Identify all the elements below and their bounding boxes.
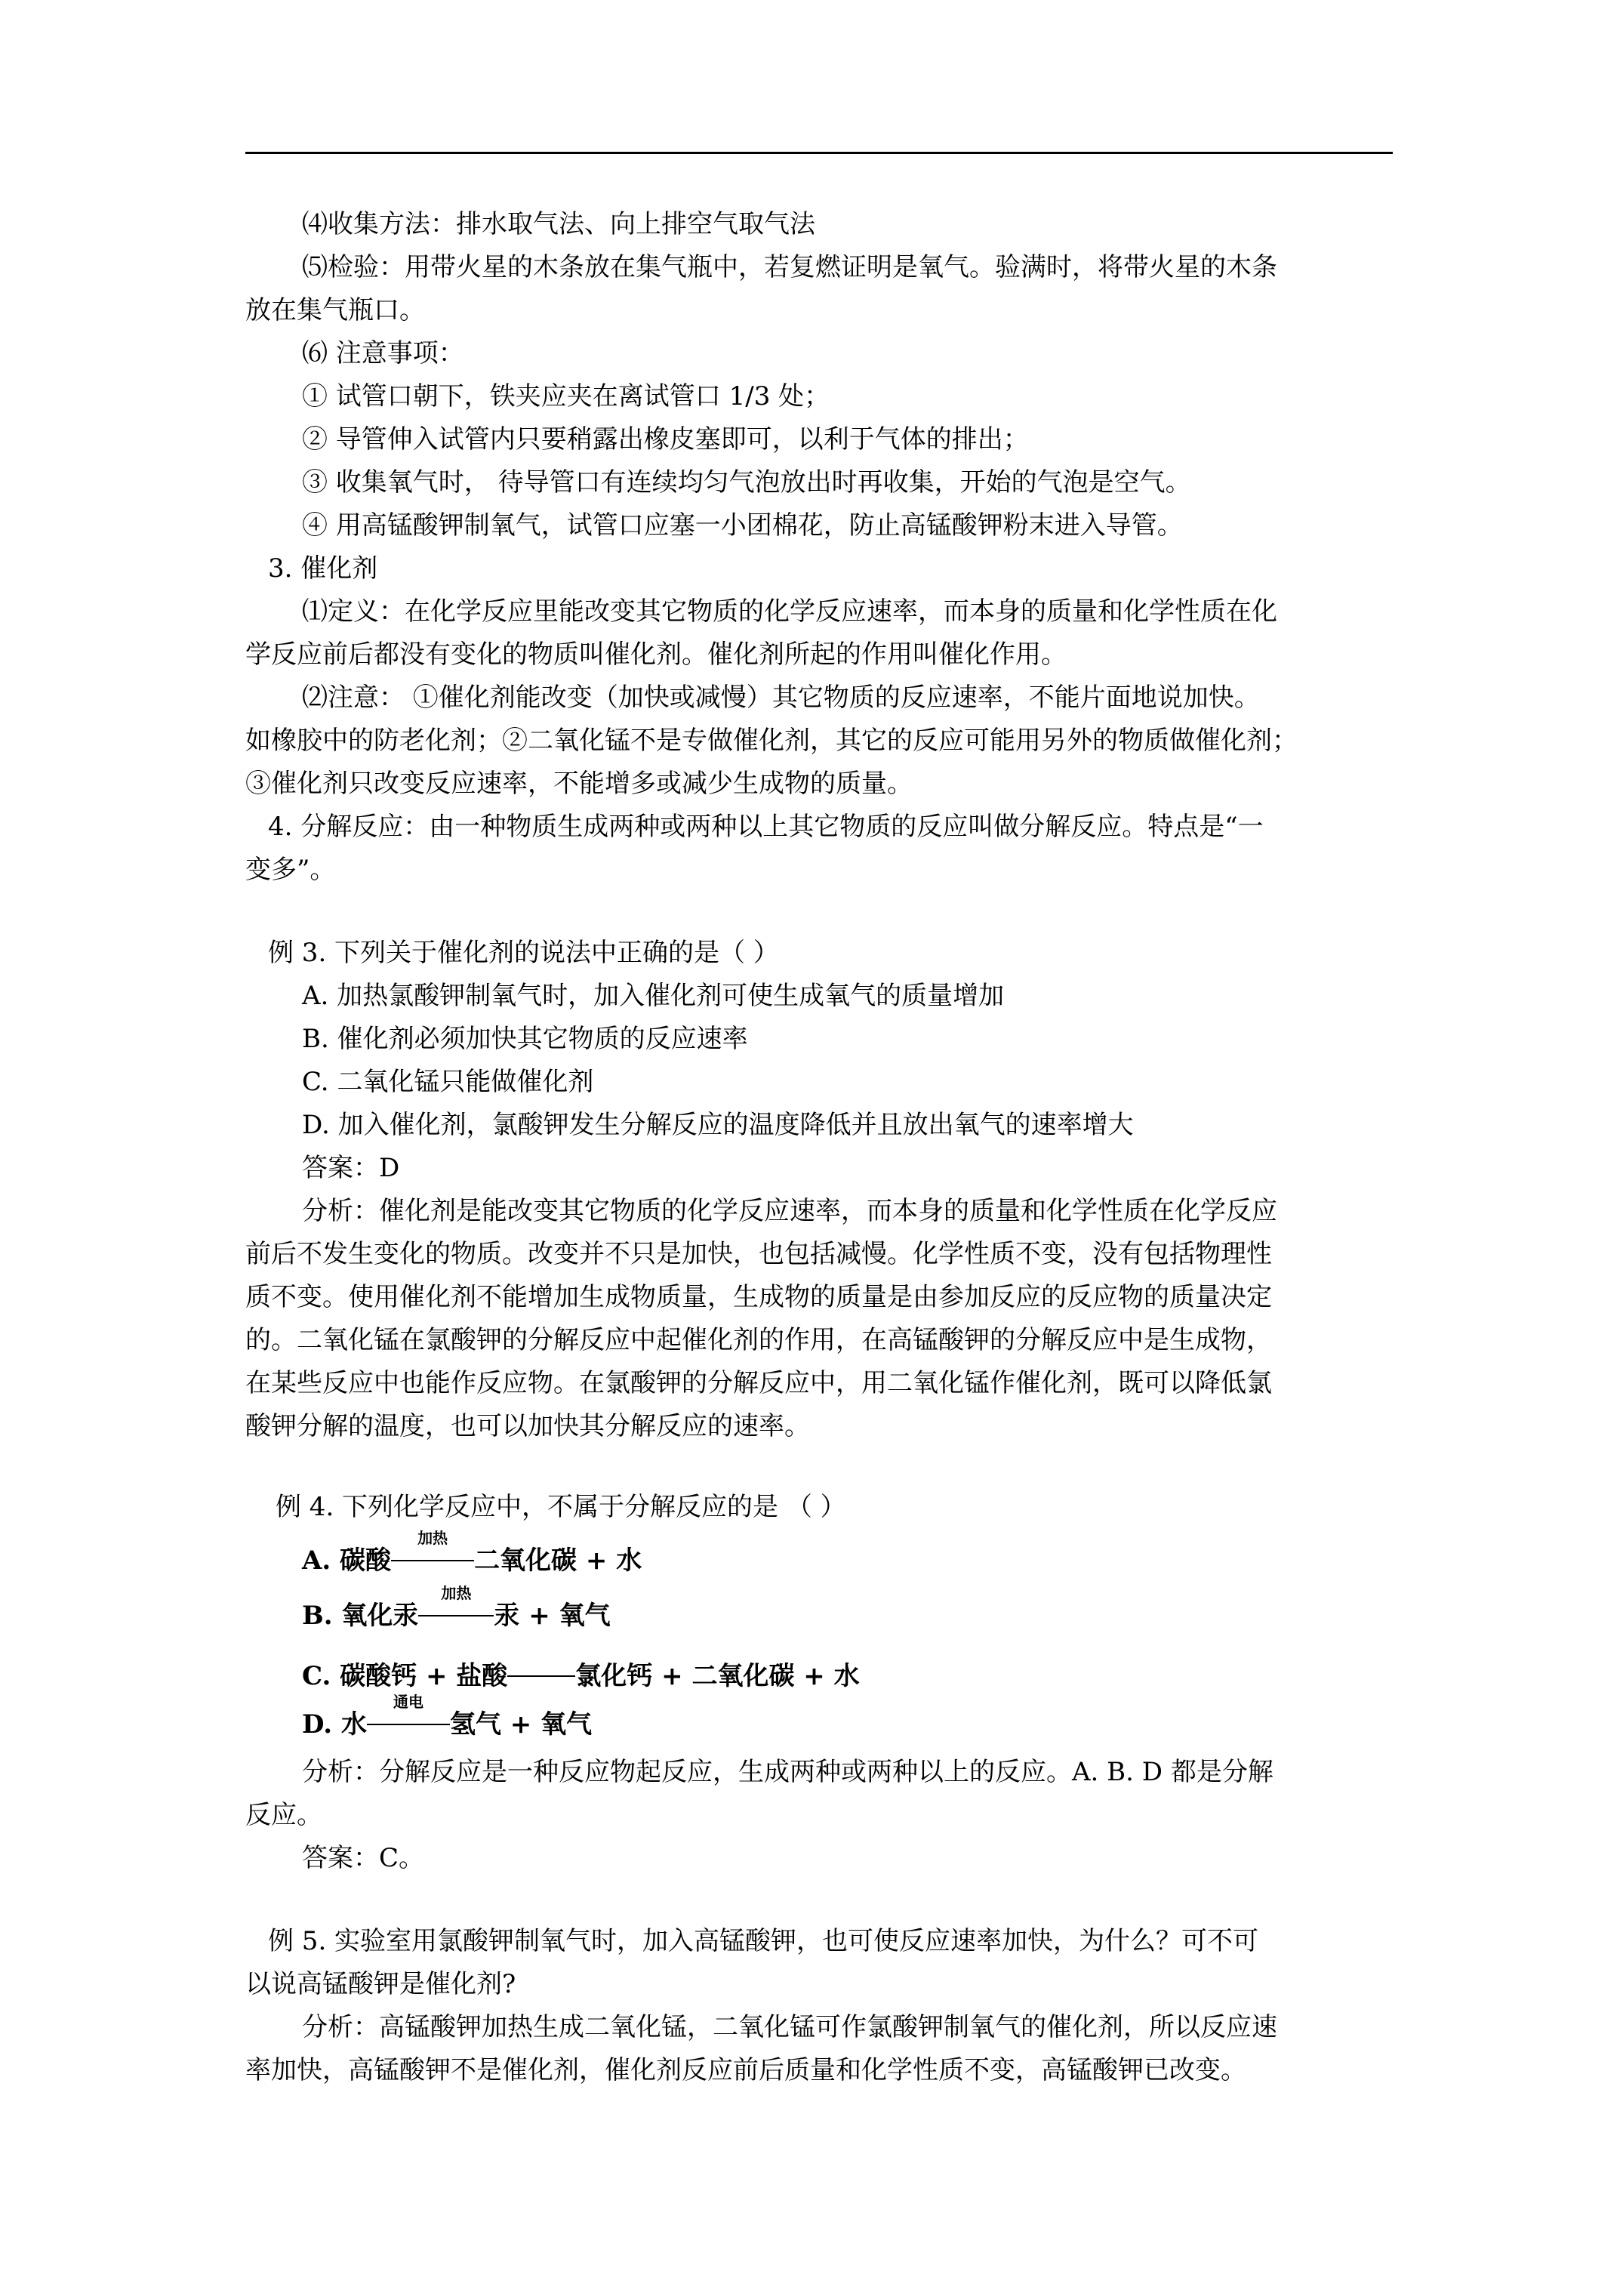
example-4-analysis-cont: 反应。 (245, 1800, 322, 1830)
example-5-analysis-cont: 率加快，高锰酸钾不是催化剂，催化剂反应前后质量和化学性质不变，高锰酸钾已改变。 (245, 2055, 1246, 2085)
reaction-a-products: 二氧化碳 + 水 (474, 1546, 642, 1576)
example-3-option-a: A. 加热氯酸钾制氧气时，加入催化剂可使生成氧气的质量增加 (302, 981, 1005, 1011)
example-3-question: 例 3. 下列关于催化剂的说法中正确的是（ ） (268, 938, 779, 968)
reaction-c-products: 氯化钙 + 二氧化碳 + 水 (575, 1661, 860, 1691)
catalyst-definition-cont: 学反应前后都没有变化的物质叫催化剂。催化剂所起的作用叫催化作用。 (245, 639, 1067, 670)
example-3-option-c: C. 二氧化锰只能做催化剂 (302, 1067, 594, 1097)
example-3-analysis-cont-4: 在某些反应中也能作反应物。在氯酸钾的分解反应中，用二氧化锰作催化剂，既可以降低氯 (245, 1368, 1272, 1398)
reaction-b-products: 汞 + 氧气 (494, 1601, 611, 1631)
reaction-b-reactants: B. 氧化汞 (302, 1601, 419, 1631)
reaction-b-condition: 加热 (441, 1584, 472, 1602)
reaction-d-reactants: D. 水 (302, 1709, 367, 1740)
example-4-answer: 答案：C。 (302, 1843, 425, 1873)
example-3-analysis-cont-3: 的。二氧化锰在氯酸钾的分解反应中起催化剂的作用，在高锰酸钾的分解反应中是生成物， (245, 1325, 1272, 1355)
example-5-question-cont: 以说高锰酸钾是催化剂? (245, 1969, 516, 1999)
example-3-analysis-cont-5: 酸钾分解的温度，也可以加快其分解反应的速率。 (245, 1411, 810, 1441)
example-4-question: 例 4. 下列化学反应中，不属于分解反应的是 （ ） (276, 1492, 846, 1522)
example-3-option-d: D. 加入催化剂，氯酸钾发生分解反应的温度降低并且放出氧气的速率增大 (302, 1110, 1134, 1140)
reaction-option-b (302, 1584, 611, 1632)
catalyst-heading: 3. 催化剂 (268, 553, 378, 584)
reaction-a-reactants: A. 碳酸 (302, 1546, 392, 1576)
example-3-analysis-cont-1: 前后不发生变化的物质。改变并不只是加快，也包括减慢。化学性质不变，没有包括物理性 (245, 1239, 1272, 1269)
note-item-3: ③ 收集氧气时， 待导管口有连续均匀气泡放出时再收集，开始的气泡是空气。 (302, 467, 1191, 498)
decomposition-definition-cont: 变多”。 (245, 855, 336, 885)
catalyst-definition: ⑴定义：在化学反应里能改变其它物质的化学反应速率，而本身的质量和化学性质在化 (302, 596, 1277, 627)
decomposition-definition: 4. 分解反应：由一种物质生成两种或两种以上其它物质的反应叫做分解反应。特点是“一 (268, 812, 1264, 842)
reaction-a-condition: 加热 (417, 1529, 448, 1547)
reaction-b-arrow (418, 1584, 494, 1632)
example-4-analysis: 分析：分解反应是一种反应物起反应，生成两种或两种以上的反应。A. B. D 都是分解 (302, 1757, 1273, 1787)
example-5-analysis: 分析：高锰酸钾加热生成二氧化锰，二氧化锰可作氯酸钾制氧气的催化剂，所以反应速 (302, 2012, 1277, 2042)
header-rule (245, 152, 1393, 154)
reaction-c-reactants: C. 碳酸钙 + 盐酸 (302, 1661, 508, 1691)
example-3-analysis: 分析：催化剂是能改变其它物质的化学反应速率，而本身的质量和化学性质在化学反应 (302, 1196, 1277, 1226)
test-method-line-cont: 放在集气瓶口。 (245, 295, 425, 325)
reaction-d-arrow (367, 1693, 450, 1741)
reaction-a-arrow (391, 1529, 474, 1577)
example-3-option-b: B. 催化剂必须加快其它物质的反应速率 (302, 1024, 748, 1054)
reaction-d-condition: 通电 (393, 1693, 423, 1711)
reaction-c-arrow (507, 1660, 575, 1693)
catalyst-notes-cont-2: ③催化剂只改变反应速率，不能增多或减少生成物的质量。 (245, 769, 913, 799)
note-item-1: ① 试管口朝下，铁夹应夹在离试管口 1/3 处； (302, 381, 830, 411)
example-3-analysis-cont-2: 质不变。使用催化剂不能增加生成物质量，生成物的质量是由参加反应的反应物的质量决定 (245, 1282, 1272, 1312)
catalyst-notes: ⑵注意： ①催化剂能改变（加快或减慢）其它物质的反应速率，不能片面地说加快。 (302, 683, 1260, 713)
example-5-question: 例 5. 实验室用氯酸钾制氧气时，加入高锰酸钾，也可使反应速率加快，为什么？可不可 (268, 1926, 1259, 1956)
note-item-4: ④ 用高锰酸钾制氧气，试管口应塞一小团棉花，防止高锰酸钾粉末进入导管。 (302, 510, 1183, 541)
example-3-answer: 答案：D (302, 1153, 400, 1183)
note-item-2: ② 导管伸入试管内只要稍露出橡皮塞即可，以利于气体的排出； (302, 424, 1029, 455)
test-method-line: ⑸检验：用带火星的木条放在集气瓶中，若复燃证明是氧气。验满时，将带火星的木条 (302, 252, 1277, 282)
reaction-option-d (302, 1693, 593, 1741)
collection-method-line: ⑷收集方法：排水取气法、向上排空气取气法 (302, 209, 815, 239)
reaction-option-a (302, 1529, 642, 1577)
notes-heading: ⑹ 注意事项： (302, 338, 464, 368)
reaction-d-products: 氢气 + 氧气 (449, 1709, 593, 1740)
catalyst-notes-cont-1: 如橡胶中的防老化剂；②二氧化锰不是专做催化剂，其它的反应可能用另外的物质做催化剂； (245, 726, 1298, 756)
